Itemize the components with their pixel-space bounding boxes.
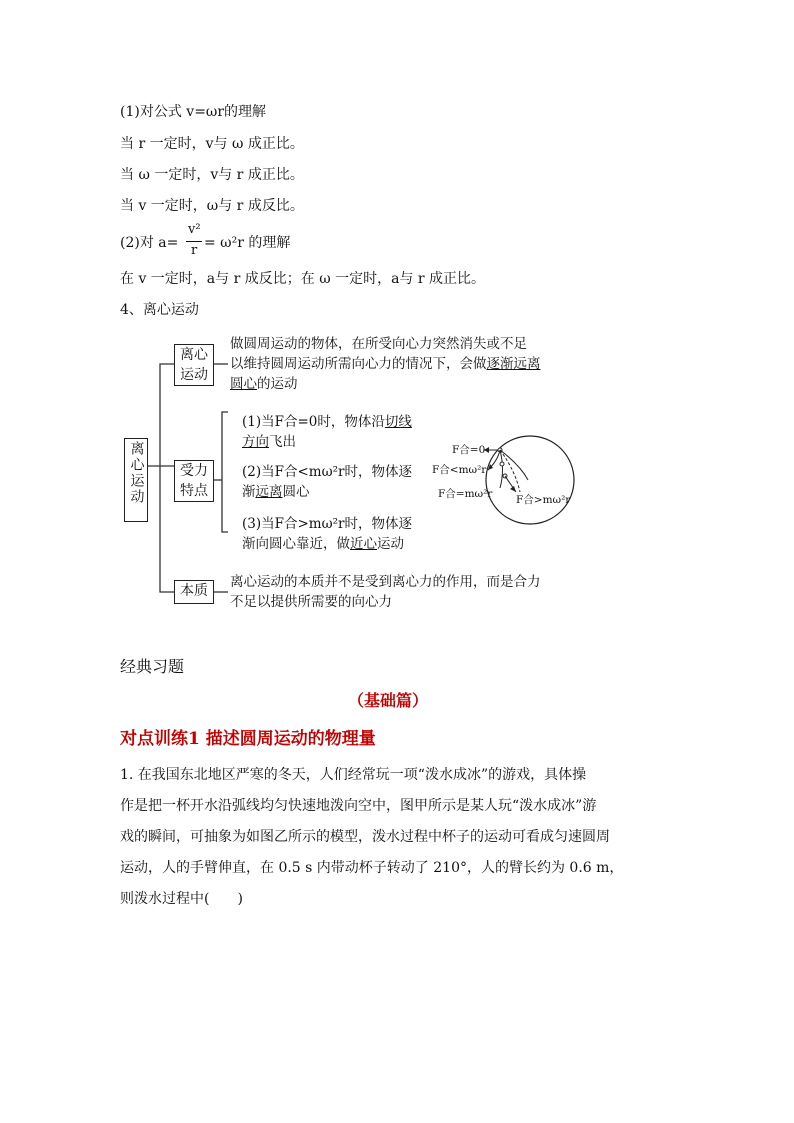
question-1-line-3: 戏的瞬间，可抽象为如图乙所示的模型，泼水过程中杯子的运动可看成匀速圆周 (120, 829, 610, 845)
branch-1-text-b: 以维持圆周运动所需向心力的情况下，会做逐渐远离 (230, 356, 541, 372)
mindmap-root-label: 离心运动 (128, 441, 145, 505)
branch-1-box (174, 344, 214, 386)
formula-2-prefix: (2)对 a= (120, 235, 179, 251)
question-1-line-1: 1. 在我国东北地区严寒的冬天，人们经常玩一项“泼水成冰”的游戏，具体操 (120, 767, 587, 783)
statement-3: 当 v 一定时，ω与 r 成反比。 (120, 198, 304, 214)
section-4-title: 4、离心运动 (120, 302, 199, 318)
formula-2-numerator: v² (188, 222, 201, 237)
case-2-line-b: 渐远离圆心 (242, 484, 310, 500)
figure-label-3: F合=mω²r (438, 488, 493, 500)
branch-3-label: 本质 (180, 583, 208, 599)
statement-2: 当 ω 一定时，v与 r 成正比。 (120, 167, 304, 183)
figure-label-2: F合<mω²r (432, 464, 487, 476)
figure-label-4: F合>mω²r (516, 494, 571, 506)
formula-1-title: (1)对公式 v=ωr的理解 (120, 104, 267, 120)
statement-4: 在 v 一定时，a与 r 成反比；在 ω 一定时，a与 r 成正比。 (120, 271, 486, 287)
branch-3-box (174, 580, 214, 604)
case-1-line-a: (1)当F合=0时，物体沿切线 (242, 414, 412, 430)
mindmap-root (124, 438, 148, 522)
level-title: （基础篇） (348, 691, 429, 710)
branch-2-box (174, 460, 214, 502)
figure-label-1: F合=0 (452, 444, 486, 456)
question-1-line-5: 则泼水过程中( ) (120, 891, 243, 907)
formula-2-suffix: = ω²r 的理解 (204, 235, 291, 251)
branch-1-label: 离心运动 (180, 347, 208, 383)
question-1-line-2: 作是把一杯开水沿弧线均匀快速地泼向空中，图甲所示是某人玩“泼水成冰”游 (120, 798, 597, 814)
branch-1-text-a: 做圆周运动的物体，在所受向心力突然消失或不足 (230, 336, 527, 352)
branch-3-text-b: 不足以提供所需要的向心力 (230, 594, 392, 610)
branch-3-text-a: 离心运动的本质并不是受到离心力的作用，而是合力 (230, 574, 541, 590)
statement-1: 当 r 一定时，v与 ω 成正比。 (120, 136, 304, 152)
case-2-line-a: (2)当F合<mω²r时，物体逐 (242, 464, 412, 480)
case-3-line-a: (3)当F合>mω²r时，物体逐 (242, 516, 412, 532)
case-1-line-b: 方向飞出 (242, 434, 296, 450)
training-title: 对点训练1 描述圆周运动的物理量 (120, 729, 376, 749)
case-3-line-b: 渐向圆心靠近，做近心运动 (242, 536, 404, 552)
branch-1-text-c: 圆心的运动 (230, 376, 298, 392)
question-1-line-4: 运动，人的手臂伸直，在 0.5 s 内带动杯子转动了 210°，人的臂长约为 0.6 m， (120, 860, 624, 876)
formula-2-denominator: r (191, 243, 198, 258)
exercises-title: 经典习题 (120, 657, 185, 676)
branch-2-label: 受力特点 (180, 463, 208, 499)
